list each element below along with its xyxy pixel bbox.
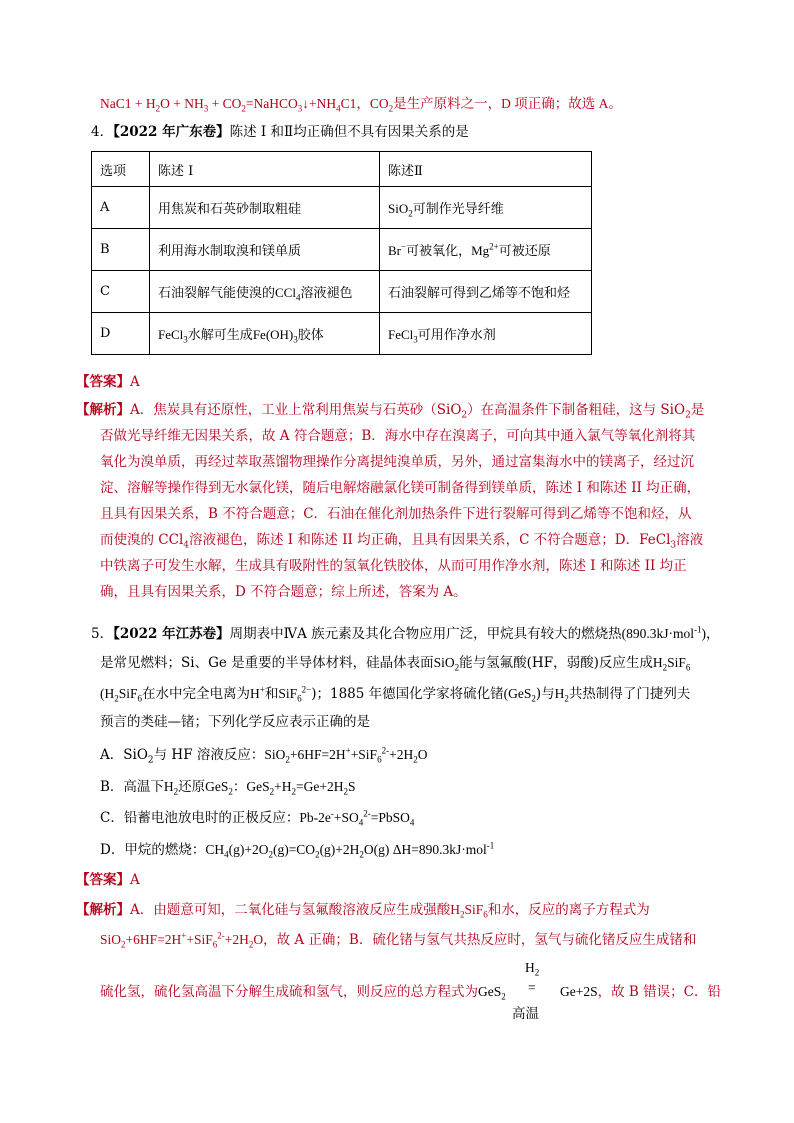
q4-stem: 4．【2022 年广东卷】陈述 I 和Ⅱ均正确但不具有因果关系的是 bbox=[91, 124, 469, 140]
option-a: A．SiO$_2$与 HF 溶液反应：$SiO_2+6HF=2H^++SiF_6^{2-}+2H_2O$ bbox=[100, 745, 428, 766]
stem-line: 预言的类硅—锗；下列化学反应表示正确的是 bbox=[100, 714, 370, 730]
condition-reagent: $H_2$ bbox=[525, 960, 540, 978]
table-header: 选项 bbox=[92, 152, 150, 187]
table-header-row bbox=[92, 152, 592, 187]
table-row bbox=[92, 229, 592, 271]
stem-line: 是常见燃料；Si、Ge 是重要的半导体材料，硅晶体表面SiO$_2$能与氢氟酸(HF，弱酸)反应生成$H_2SiF_6$ bbox=[100, 655, 691, 673]
statement-2-cell: FeCl$_3$可用作净水剂 bbox=[380, 313, 592, 355]
analysis-line: 确，且具有因果关系，D 不符合题意；综上所述，答案为 A。 bbox=[100, 584, 467, 600]
analysis-line: Ge+2S，故 B 错误；C．铅 bbox=[560, 984, 721, 1000]
analysis-line: 且具有因果关系，B 不符合题意；C．石油在催化剂加热条件下进行裂解可得到乙烯等不饱和烃，从 bbox=[100, 506, 692, 522]
option-cell: B bbox=[92, 229, 150, 271]
statement-1-cell: 石油裂解气能使溴的CCl$_4$溶液褪色 bbox=[150, 271, 380, 313]
analysis-line: 而使溴的 CCl$_4$溶液褪色，陈述 I 和陈述 II 均正确，且具有因果关系，C 不符合题意；D．FeCl$_3$溶液 bbox=[100, 532, 704, 551]
table-row bbox=[92, 187, 592, 229]
q4-table bbox=[91, 151, 592, 355]
statement-2-cell: 石油裂解可得到乙烯等不饱和烃 bbox=[380, 271, 592, 313]
q5-answer: 【答案】A bbox=[76, 872, 140, 888]
table-row bbox=[92, 313, 592, 355]
table-header: 陈述Ⅱ bbox=[380, 152, 592, 187]
stem-line: ($H_2SiF_6$在水中完全电离为H+和SiF$_6^{2-}$)；1885 年德国化学家将硫化锗(GeS$_2$)与$H_2$共热制得了门捷列夫 bbox=[100, 684, 691, 704]
option-c: C．铅蓄电池放电时的正极反应：$Pb-2e^-+SO_4^{2-}=PbSO_4$ bbox=[100, 808, 415, 828]
statement-1-cell: 利用海水制取溴和镁单质 bbox=[150, 229, 380, 271]
statement-1-cell: FeCl$_3$水解可生成$Fe(OH)_3$胶体 bbox=[150, 313, 380, 355]
stem-line: 5．【2022 年江苏卷】周期表中ⅣA 族元素及其化合物应用广泛，甲烷具有较大的燃烧热(890.3kJ·mol$^{-1}$)， bbox=[91, 624, 720, 642]
option-d: D．甲烷的燃烧：$CH_4(g)+2O_2(g)=CO_2(g)+2H_2O(g)$ ΔH=890.3kJ·mol$^{-1}$ bbox=[100, 840, 495, 860]
statement-1-cell: 用焦炭和石英砂制取粗硅 bbox=[150, 187, 380, 229]
analysis-line: 【解析】A．焦炭具有还原性，工业上常利用焦炭与石英砂（SiO$_2$）在高温条件下制备粗硅，这与 SiO$_2$是 bbox=[76, 402, 705, 421]
condition-temperature: 高温 bbox=[512, 1006, 539, 1022]
option-b: B．高温下$H_2$还原GeS$_2$：$GeS_2+H_2=Ge+2H_2S$ bbox=[100, 779, 356, 797]
table-header: 陈述 I bbox=[150, 152, 380, 187]
statement-2-cell: Br−可被氧化，$Mg^{2+}$可被还原 bbox=[380, 229, 592, 271]
analysis-line: 淀、溶解等操作得到无水氯化镁，随后电解熔融氯化镁可制备得到镁单质，陈述 I 和陈述 II 均正确， bbox=[100, 480, 701, 496]
option-cell: A bbox=[92, 187, 150, 229]
table-row bbox=[92, 271, 592, 313]
q4-answer: 【答案】A bbox=[76, 374, 140, 390]
prev-answer-tail: $NaC1 + H_2O + NH_3$ + $CO_2=NaHCO_3↓+NH_4C1$，$CO_2$是生产原料之一，D 项正确；故选 A。 bbox=[100, 96, 622, 114]
analysis-line: 【解析】A．由题意可知，二氧化硅与氢氟酸溶液反应生成强酸$H_2SiF_6$和水，反应的离子方程式为 bbox=[76, 902, 650, 920]
analysis-line: 中铁离子可发生水解，生成具有吸附性的氢氧化铁胶体，从而可用作净水剂，陈述 I 和陈述 II 均正 bbox=[100, 558, 687, 574]
option-cell: C bbox=[92, 271, 150, 313]
analysis-line: 否做光导纤维无因果关系，故 A 符合题意；B．海水中存在溴离子，可向其中通入氯气等氧化剂将其 bbox=[100, 428, 696, 444]
option-cell: D bbox=[92, 313, 150, 355]
analysis-line: $SiO_2+6HF=2H^++SiF_6^{2-}+2H_2O$，故 A 正确；B．硫化锗与氢气共热反应时，氢气与硫化锗反应生成锗和 bbox=[100, 930, 697, 950]
analysis-line: 硫化氢，硫化氢高温下分解生成硫和氢气，则反应的总方程式为GeS$_2$ bbox=[100, 984, 506, 1002]
equals-sign: = bbox=[528, 980, 536, 995]
statement-2-cell: SiO$_2$可制作光导纤维 bbox=[380, 187, 592, 229]
analysis-line: 氧化为溴单质，再经过萃取蒸馏物理操作分离提纯溴单质，另外，通过富集海水中的镁离子，经过沉 bbox=[100, 454, 694, 470]
